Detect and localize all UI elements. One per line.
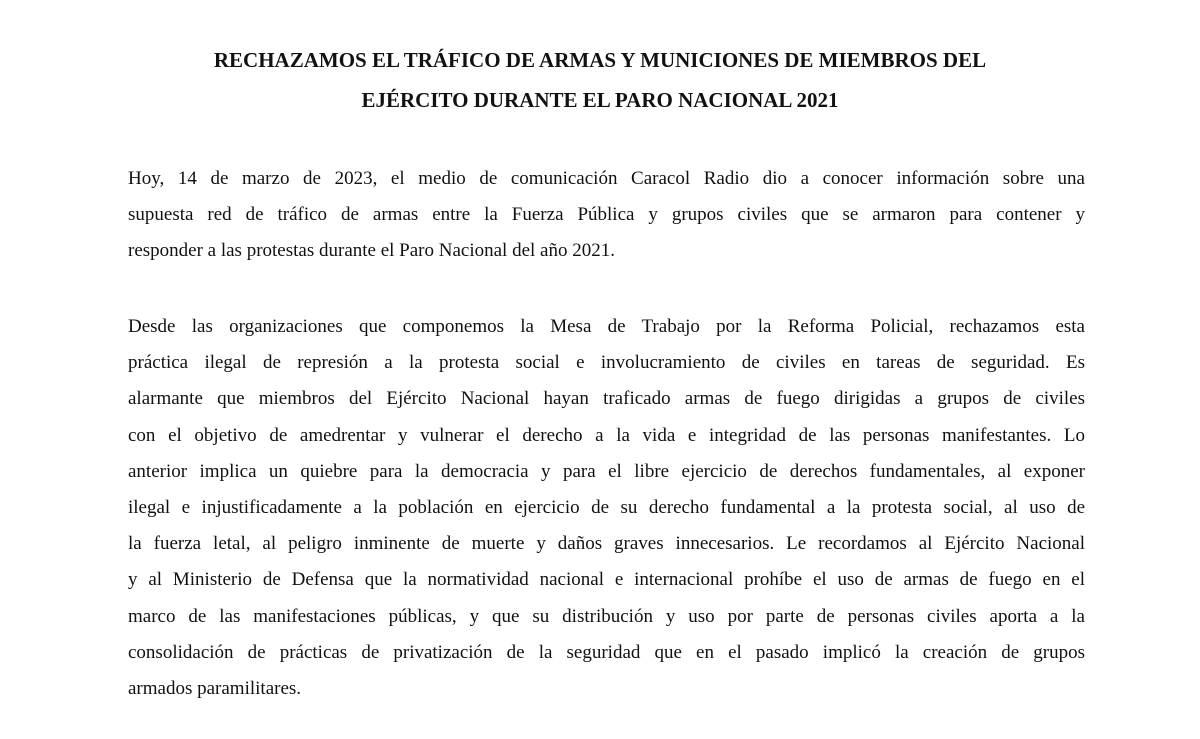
paragraph-line: con el objetivo de amedrentar y vulnerar el derecho a la vida e integridad de las personas manifestantes. Lo — [128, 424, 1085, 446]
document-title — [120, 40, 1080, 120]
paragraph-line: consolidación de prácticas de privatización de la seguridad que en el pasado implicó la creación de grupos — [128, 641, 1085, 663]
paragraph-intro — [128, 161, 1085, 270]
paragraph-line: ilegal e injustificadamente a la población en ejercicio de su derecho fundamental a la protesta social, al uso de — [128, 497, 1085, 519]
paragraph-line: supuesta red de tráfico de armas entre la Fuerza Pública y grupos civiles que se armaron para contener y — [128, 204, 1085, 226]
paragraph-line: marco de las manifestaciones públicas, y que su distribución y uso por parte de personas civiles aporta a la — [128, 605, 1085, 627]
paragraph-line: Hoy, 14 de marzo de 2023, el medio de comunicación Caracol Radio dio a conocer información sobre una — [128, 168, 1085, 189]
title-line: RECHAZAMOS EL TRÁFICO DE ARMAS Y MUNICIONES DE MIEMBROS DEL — [213, 48, 987, 72]
paragraph-line: Desde las organizaciones que componemos la Mesa de Trabajo por la Reforma Policial, rechazamos esta — [128, 316, 1085, 337]
paragraph-line: la fuerza letal, al peligro inminente de muerte y daños graves innecesarios. Le recordamos al Ejército Nacional — [128, 533, 1085, 555]
paragraph-line: alarmante que miembros del Ejército Nacional hayan traficado armas de fuego dirigidas a grupos de civiles — [128, 388, 1085, 410]
paragraph-line: práctica ilegal de represión a la protesta social e involucramiento de civiles en tareas de seguridad. Es — [128, 352, 1085, 374]
paragraph-line: anterior implica un quiebre para la democracia y para el libre ejercicio de derechos fundamentales, al exponer — [128, 460, 1085, 482]
paragraph-line: y al Ministerio de Defensa que la normatividad nacional e internacional prohíbe el uso de armas de fuego en el — [128, 569, 1085, 591]
paragraph-statement — [128, 309, 1085, 707]
paragraph-line: armados paramilitares. — [128, 678, 302, 700]
paragraph-line: responder a las protestas durante el Paro Nacional del año 2021. — [128, 240, 615, 262]
title-line: EJÉRCITO DURANTE EL PARO NACIONAL 2021 — [361, 88, 839, 112]
